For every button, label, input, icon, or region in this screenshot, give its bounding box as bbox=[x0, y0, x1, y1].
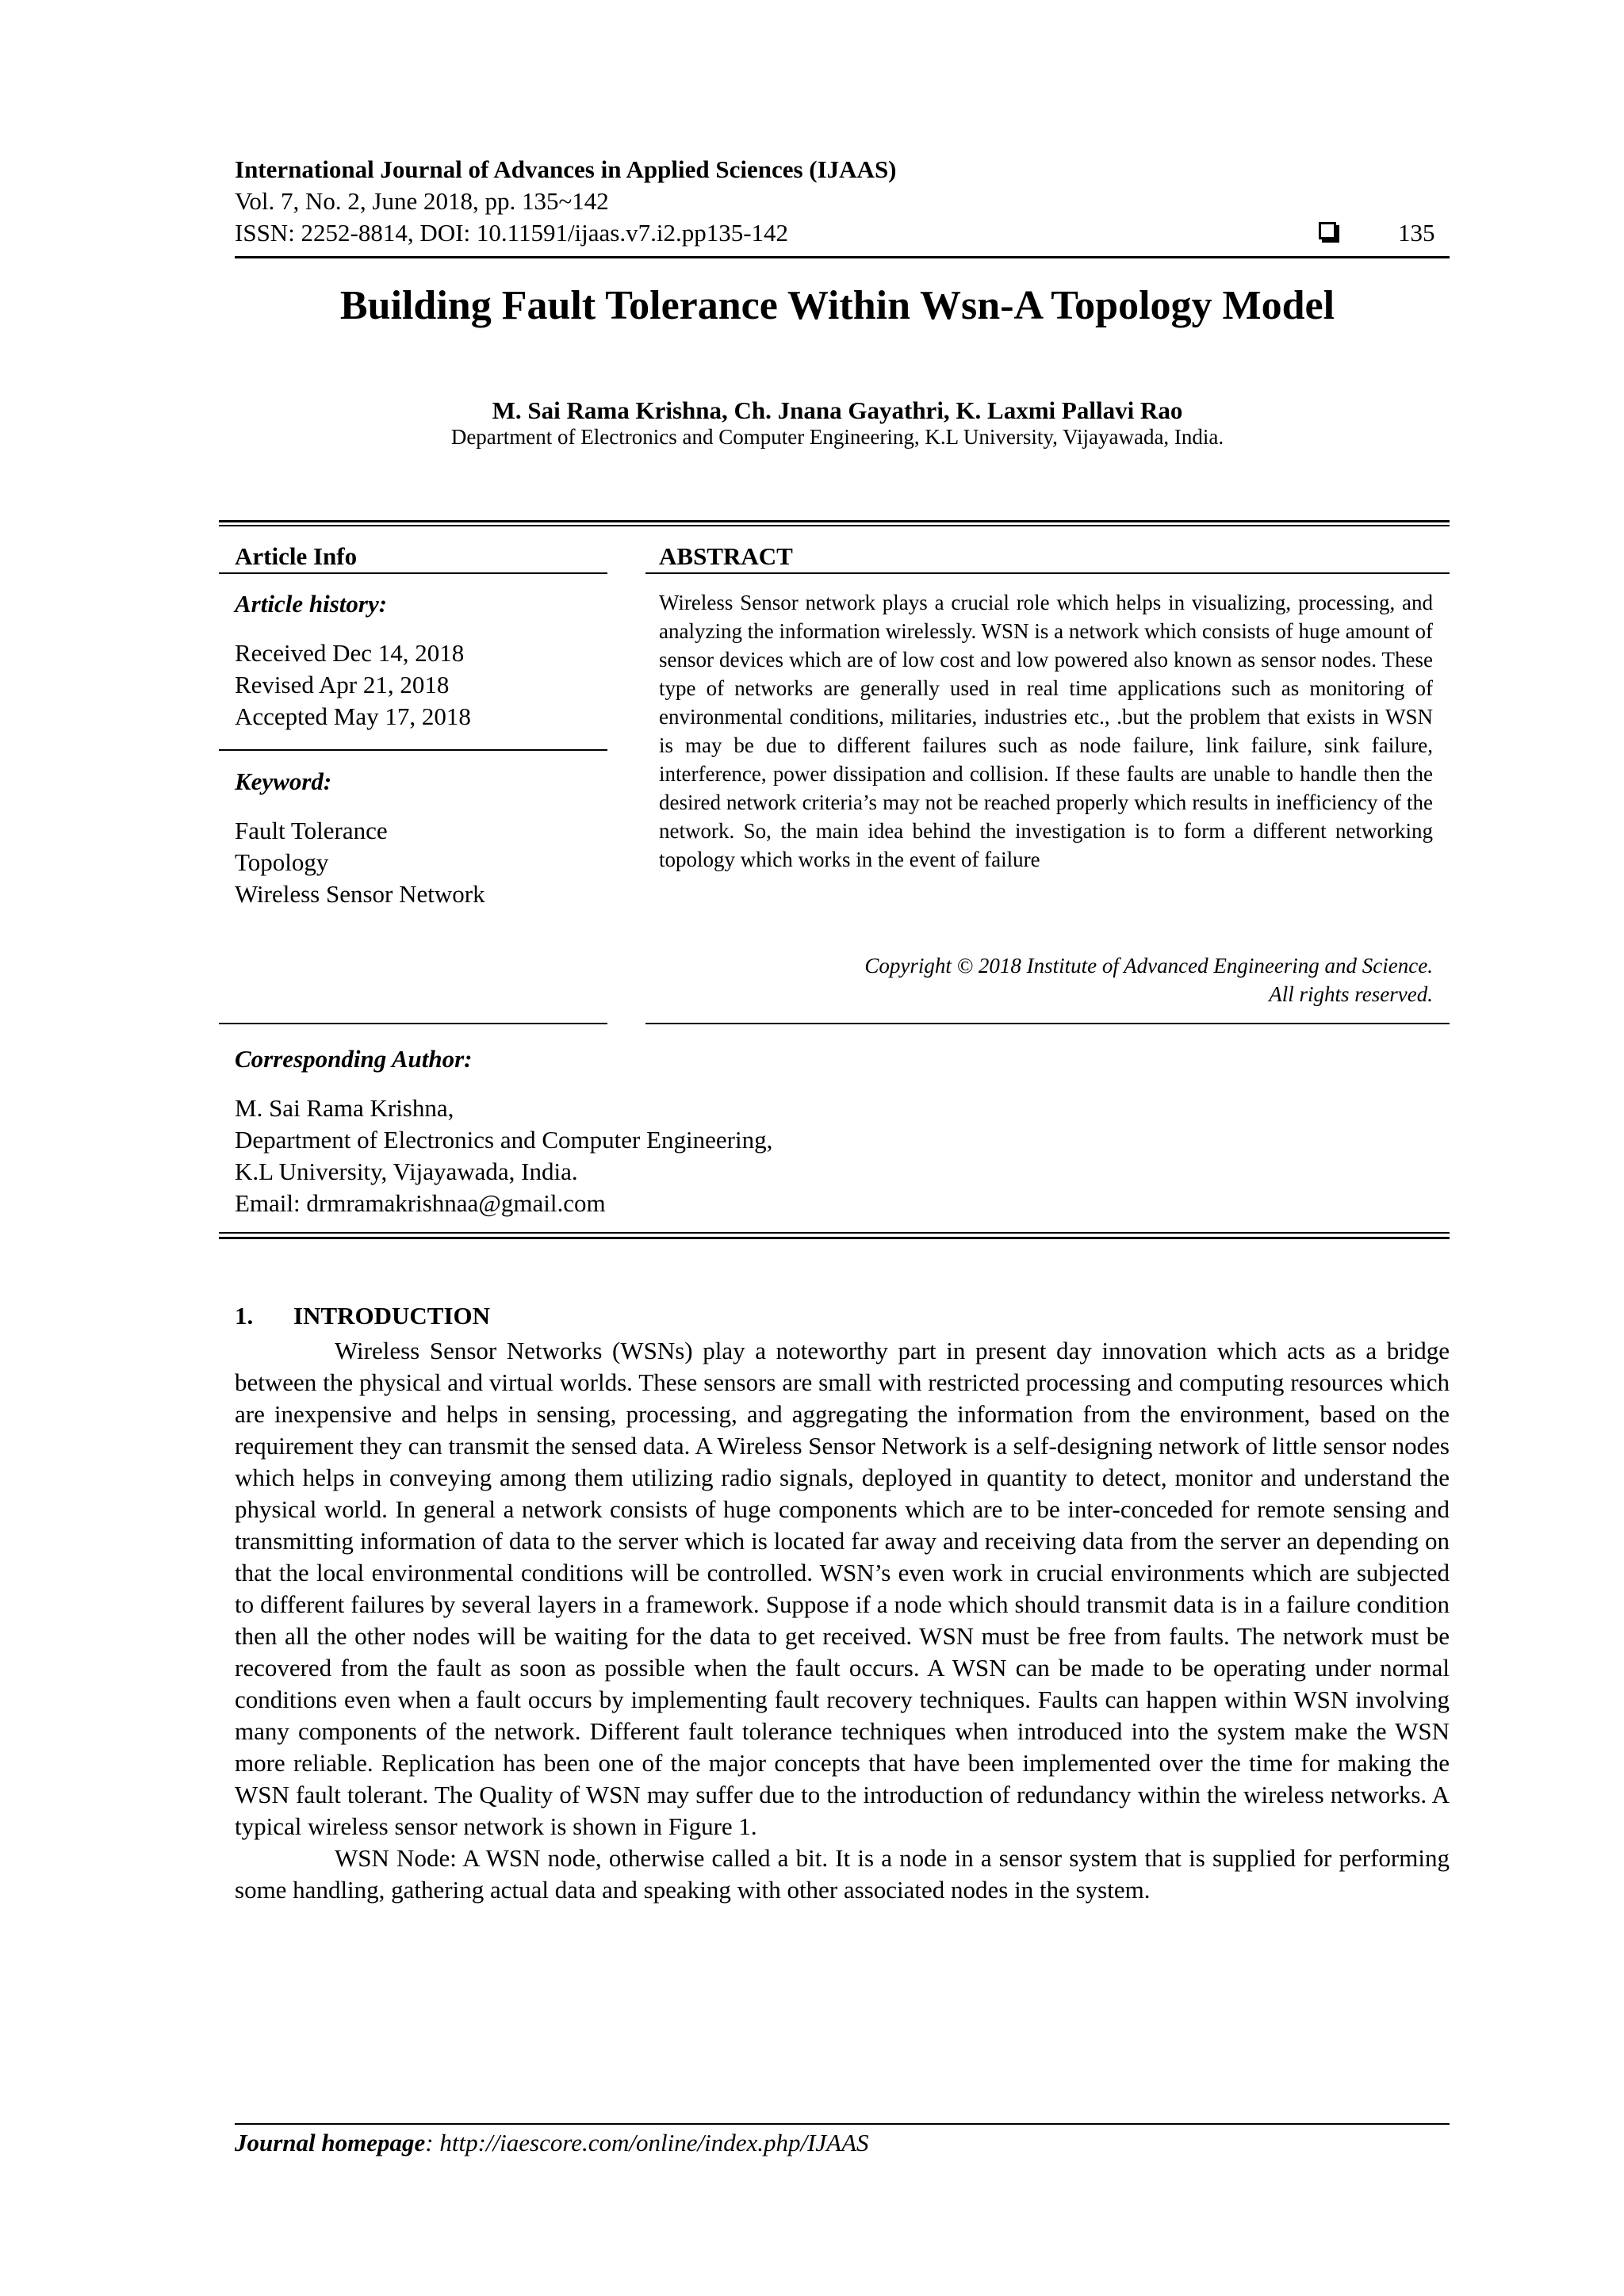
info-top-rule-2 bbox=[219, 525, 1450, 526]
abstract-text: Wireless Sensor network plays a crucial role which helps in visualizing, processing, and analyzing the information wirelessly. WSN is a network which consists of huge amount of sensor devices which are of low cost and low powered also known as sensor nodes. These type of networks are generally used in real time applications such as monitoring of environmental conditions, militaries, industries etc., .but the problem that exists in WSN is may be due to different failures such as node failure, link failure, sink failure, interference, power dissipation and collision. If these faults are unable to handle then the desired network criteria’s may not be reached properly which results in inefficiency of the network. So, the main idea behind the investigation is to form a different networking topology which works in the event of failure bbox=[659, 591, 1433, 871]
author-department: Department of Electronics and Computer Engineering, bbox=[235, 1126, 773, 1154]
copyright-line-1: Copyright © 2018 Institute of Advanced Engineering and Science. bbox=[864, 954, 1433, 978]
history-heading: Article history: bbox=[235, 590, 388, 618]
author-university: K.L University, Vijayawada, India. bbox=[235, 1158, 578, 1185]
info-top-rule-1 bbox=[219, 520, 1450, 522]
abstract-rule bbox=[645, 572, 1450, 574]
history-revised: Revised Apr 21, 2018 bbox=[235, 671, 450, 698]
footer-label: Journal homepage bbox=[235, 2129, 426, 2156]
header-rule bbox=[235, 256, 1450, 258]
page-number: 135 bbox=[1398, 219, 1435, 247]
paper-title: Building Fault Tolerance Within Wsn-A Topology Model bbox=[339, 283, 1335, 328]
info-bottom-rule-1 bbox=[219, 1232, 1450, 1234]
corresponding-author-heading: Corresponding Author: bbox=[235, 1045, 473, 1073]
issn-line: ISSN: 2252-8814, DOI: 10.11591/ijaas.v7.i2.pp135-142 bbox=[235, 219, 789, 247]
footer-rule bbox=[235, 2123, 1450, 2125]
copyright-line-2: All rights reserved. bbox=[1269, 982, 1433, 1006]
intro-paragraph-2: WSN Node: A WSN node, otherwise called a bit. It is a node in a sensor system that is supplied for performing some handling, gathering actual data and speaking with other associated nodes in the system. bbox=[235, 1844, 1450, 1904]
history-received: Received Dec 14, 2018 bbox=[235, 639, 465, 667]
corresponding-author-block bbox=[235, 1093, 772, 1219]
footer bbox=[235, 2129, 869, 2157]
keyword-item: Fault Tolerance bbox=[235, 817, 388, 844]
history-list bbox=[235, 637, 471, 733]
journal-name: International Journal of Advances in Applied Sciences (IJAAS) bbox=[235, 155, 897, 183]
authors: M. Sai Rama Krishna, Ch. Jnana Gayathri, K. Laxmi Pallavi Rao bbox=[492, 396, 1183, 424]
square-icon bbox=[1319, 222, 1336, 239]
keyword-rule bbox=[219, 749, 607, 751]
abstract-bottom-rule bbox=[645, 1023, 1450, 1024]
intro-heading: INTRODUCTION bbox=[293, 1302, 491, 1330]
article-info-bottom-rule bbox=[219, 1023, 607, 1024]
keyword-item: Wireless Sensor Network bbox=[235, 880, 485, 908]
affiliation: Department of Electronics and Computer Engineering, K.L University, Vijayawada, India. bbox=[450, 425, 1224, 449]
author-email: Email: drmramakrishnaa@gmail.com bbox=[235, 1189, 606, 1217]
article-info-rule bbox=[219, 572, 607, 574]
footer-colon: : bbox=[425, 2129, 440, 2156]
article-info-heading: Article Info bbox=[235, 542, 358, 570]
volume-line: Vol. 7, No. 2, June 2018, pp. 135~142 bbox=[235, 187, 609, 215]
history-accepted: Accepted May 17, 2018 bbox=[235, 702, 471, 730]
keyword-item: Topology bbox=[235, 848, 329, 876]
abstract-heading: ABSTRACT bbox=[659, 542, 793, 570]
intro-paragraph-1: Wireless Sensor Networks (WSNs) play a noteworthy part in present day innovation which acts as a bridge between the physical and virtual worlds. These sensors are small with restricted processing and computing resources which are inexpensive and helps in sensing, processing, and aggregating the information from the environment, based on the requirement they can transmit the sensed data. A Wireless Sensor Network is a self-designing network of little sensor nodes which helps in conveying among them utilizing radio signals, deployed in quantity to detect, monitor and understand the physical world. In general a network consists of huge components which are to be inter-conceded for remote sensing and transmitting information of data to the server which is located far away and receiving data from the server an depending on that the local environmental conditions will be controlled. WSN’s even work in crucial environments which are subjected to different failures by several layers in a framework. Suppose if a node which should transmit data is in a failure condition then all the other nodes will be waiting for the data to get received. WSN must be free from faults. The network must be recovered from the fault as soon as possible when the fault occurs. A WSN can be made to be operating under normal conditions even when a fault occurs by implementing fault recovery techniques. Faults can happen within WSN involving many components of the network. Different fault tolerance techniques when introduced into the system make the WSN more reliable. Replication has been one of the major concepts that have been implemented over the time for making the WSN fault tolerant. The Quality of WSN may suffer due to the introduction of redundancy within the wireless networks. A typical wireless sensor network is shown in Figure 1. bbox=[235, 1337, 1450, 1840]
keyword-list bbox=[235, 815, 485, 910]
info-bottom-rule-2 bbox=[219, 1237, 1450, 1239]
intro-body bbox=[235, 1335, 1450, 1906]
journal-homepage-link[interactable]: http://iaescore.com/online/index.php/IJAAS bbox=[439, 2129, 869, 2156]
keyword-heading: Keyword: bbox=[235, 767, 332, 795]
author-name: M. Sai Rama Krishna, bbox=[235, 1094, 454, 1122]
intro-heading-number: 1. bbox=[235, 1302, 254, 1330]
